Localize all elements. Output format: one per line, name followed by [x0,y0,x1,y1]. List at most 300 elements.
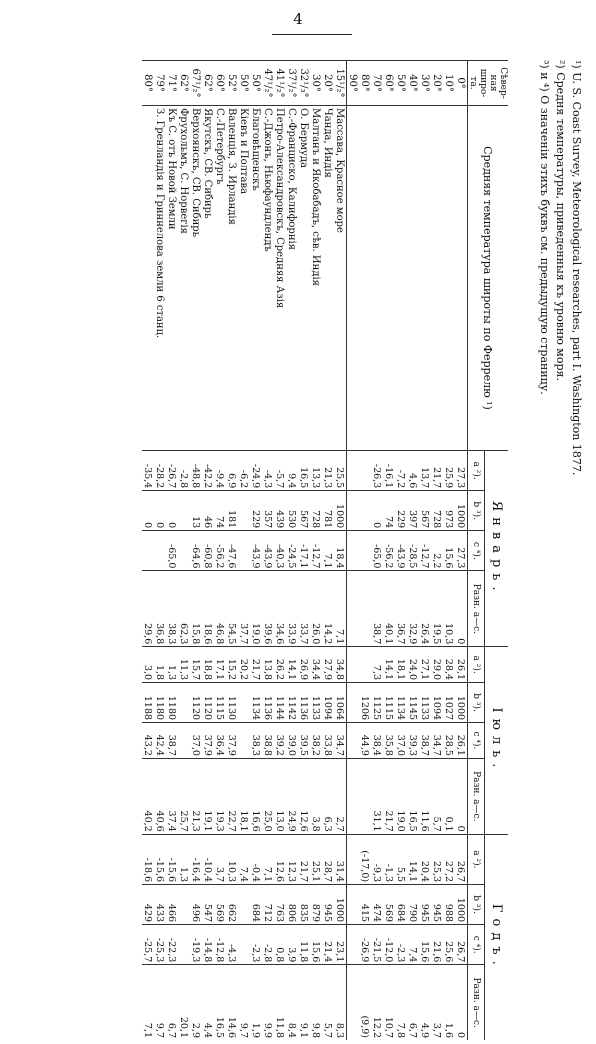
place-cell: Къ С. отъ Новой Земли [166,106,178,451]
jul-value-cell: 25,0 [262,758,274,834]
jan-value-cell: 37,7 [238,571,250,647]
latitude-cell: 47¹/₂° [262,61,274,106]
year-value-cell: -25,7 [142,925,154,965]
table-row [250,61,262,1041]
jul-value-cell: 1,8 [154,647,166,683]
jan-value-cell: 29,6 [142,571,154,647]
latitude-cell: 30° [310,61,322,106]
jan-value-cell [359,571,371,647]
jan-value-cell: -43,9 [262,531,274,571]
jul-value-cell: 1144 [274,683,286,723]
jul-value-cell: 34,8 [334,647,347,683]
jan-value-cell: -65,0 [166,531,178,571]
jul-value-cell: 19,3 [214,758,226,834]
year-value-cell: 12,3 [286,834,298,884]
place-cell: Петро-Александровскъ, Средняя Азія [274,106,286,451]
jan-value-cell: 0 [371,491,383,531]
table-row [347,61,360,1041]
jan-value-cell: 530 [286,491,298,531]
place-cell [142,106,154,451]
header-year: Годъ. [484,834,508,1040]
jan-value-cell: -60,8 [202,531,214,571]
place-cell [371,106,383,451]
year-value-cell: 5,5 [395,834,407,884]
year-value-cell: 547 [202,885,214,925]
table-row [226,61,238,1041]
table-row [166,61,178,1041]
jul-value-cell: 1134 [395,683,407,723]
jan-value-cell: -43,9 [250,531,262,571]
latitude-cell: 20° [322,61,334,106]
subheader-year-2: c ⁴). [468,925,485,965]
jan-value-cell: -56,2 [214,531,226,571]
table-row [419,61,431,1041]
jul-value-cell: 24,9 [286,758,298,834]
jan-value-cell: 357 [262,491,274,531]
jul-value-cell: 42,4 [154,723,166,759]
jan-value-cell [154,531,166,571]
year-value-cell: 8,4 [286,965,298,1040]
table-row [286,61,298,1041]
table-row [178,61,190,1041]
place-cell [443,106,455,451]
year-value-cell: 20,1 [178,965,190,1040]
subheader-jan-2: c ⁴). [468,531,485,571]
table-row [322,61,334,1041]
year-value-cell: 8,3 [334,965,347,1040]
jan-value-cell [359,491,371,531]
jan-value-cell: 16,5 [298,451,310,491]
jan-value-cell: 14,2 [322,571,334,647]
year-value-cell: 15,6 [310,925,322,965]
jan-value-cell: 21,7 [431,451,443,491]
header-july: Іюль. [484,647,508,834]
year-value-cell: 569 [214,885,226,925]
jul-value-cell: 1120 [202,683,214,723]
year-value-cell: 2,9 [190,965,202,1040]
jan-value-cell: -6,2 [238,451,250,491]
jul-value-cell: 25,7 [178,758,190,834]
jul-value-cell: 6,3 [322,758,334,834]
jul-value-cell: 1136 [262,683,274,723]
jul-value-cell [347,683,360,723]
year-value-cell: 415 [359,885,371,925]
jul-value-cell [359,758,371,834]
jan-value-cell: 181 [226,491,238,531]
latitude-cell: 80° [359,61,371,106]
jul-value-cell: 35,8 [383,723,395,759]
year-value-cell: 429 [142,885,154,925]
jan-value-cell: 18,4 [334,531,347,571]
year-value-cell: -1,3 [383,834,395,884]
jul-value-cell: 31,1 [371,758,383,834]
jul-value-cell [178,723,190,759]
rotated-sheet [84,60,584,1040]
year-value-cell: -4,3 [226,925,238,965]
year-value-cell: 14,1 [407,834,419,884]
jul-value-cell: 1206 [359,683,371,723]
place-cell: Чанда, Индія [322,106,334,451]
year-value-cell: 7,4 [238,834,250,884]
year-value-cell: -9,3 [371,834,383,884]
year-value-cell: 21,7 [298,834,310,884]
year-value-cell: -12,0 [383,925,395,965]
year-value-cell [347,925,360,965]
jul-value-cell: 39,0 [286,723,298,759]
top-rule [272,34,352,35]
jul-value-cell: 37,9 [202,723,214,759]
year-value-cell: 7,4 [407,925,419,965]
year-value-cell: 3,7 [431,965,443,1040]
jul-value-cell: 19,0 [395,758,407,834]
jan-value-cell: 1000 [455,491,468,531]
jul-value-cell: 26,1 [455,723,468,759]
place-cell: С.-Петербургъ [214,106,226,451]
jul-value-cell: 1000 [455,683,468,723]
jan-value-cell: 54,5 [226,571,238,647]
jul-value-cell: 34,7 [334,723,347,759]
footnote-3: ³) и ⁴) О значеніи этихъ буквъ см. предыдущую страницу. [538,60,551,395]
jan-value-cell: 10,3 [443,571,455,647]
jul-value-cell: 13,8 [262,647,274,683]
jan-value-cell: -5,7 [274,451,286,491]
table-row [371,61,383,1041]
latitude-cell: 60° [214,61,226,106]
year-value-cell: -21,5 [371,925,383,965]
jan-value-cell: 19,5 [431,571,443,647]
place-cell [419,106,431,451]
year-value-cell: -0,4 [250,834,262,884]
jul-value-cell: 15,7 [190,647,202,683]
jan-value-cell: 15,8 [190,571,202,647]
latitude-cell: 52° [226,61,238,106]
subheader-year-3: Разн. a—c. [468,965,485,1040]
jul-value-cell: 16,5 [407,758,419,834]
year-value-cell: 569 [383,885,395,925]
subheader-jan-0: a ²). [468,451,485,491]
jul-value-cell: 37,0 [190,723,202,759]
year-value-cell: 684 [250,885,262,925]
footnote-2: ²) Средня температуры, приведенныя къ уровню моря. [554,60,567,381]
subheader-year-0: a ²). [468,834,485,884]
year-value-cell [238,925,250,965]
jul-value-cell: 39,5 [298,723,310,759]
jul-value-cell: 38,3 [250,723,262,759]
header-january: Январь. [484,451,508,647]
jul-value-cell: 37,4 [166,758,178,834]
jul-value-cell: 38,7 [166,723,178,759]
jan-value-cell: 397 [407,491,419,531]
jul-value-cell: 12,6 [298,758,310,834]
year-value-cell: 1,3 [178,834,190,884]
year-value-cell: 0 [455,965,468,1040]
jan-value-cell [238,491,250,531]
place-cell: О. Бермуда [298,106,310,451]
jul-value-cell: 1064 [334,683,347,723]
jan-value-cell: 13,3 [310,451,322,491]
jul-value-cell: 27,1 [419,647,431,683]
jan-value-cell: -35,4 [142,451,154,491]
year-value-cell: 6,7 [166,965,178,1040]
year-value-cell: -15,6 [154,834,166,884]
header-latitude: Сѣвер-ная широ-та. [468,61,509,106]
jan-value-cell: 19,0 [250,571,262,647]
jan-value-cell: -9,4 [214,451,226,491]
jan-value-cell: 15,6 [443,531,455,571]
jul-value-cell: 1136 [298,683,310,723]
latitude-cell: 50° [250,61,262,106]
jul-value-cell: 11,6 [419,758,431,834]
jul-value-cell: 1115 [214,683,226,723]
jan-value-cell: -28,2 [154,451,166,491]
year-value-cell: 662 [226,885,238,925]
jan-value-cell: 7,1 [334,571,347,647]
year-value-cell: -12,8 [214,925,226,965]
year-value-cell: 9,8 [310,965,322,1040]
year-value-cell: 11,8 [274,965,286,1040]
jul-value-cell: 26,2 [274,647,286,683]
table-row [443,61,455,1041]
table-row [238,61,250,1041]
jul-value-cell: 1115 [383,683,395,723]
jan-value-cell: 6,9 [226,451,238,491]
subheader-jul-1: b ³). [468,683,485,723]
jan-value-cell: -16,1 [383,451,395,491]
year-value-cell: 1,6 [443,965,455,1040]
year-value-cell: 26,7 [455,834,468,884]
jul-value-cell: 29,0 [431,647,443,683]
jul-value-cell: 21,3 [190,758,202,834]
year-value-cell: 26,7 [455,925,468,965]
jul-value-cell: 1094 [431,683,443,723]
jan-value-cell: 567 [298,491,310,531]
year-value-cell: 7,1 [262,834,274,884]
jul-value-cell: 13,0 [274,758,286,834]
jul-value-cell: 0,1 [443,758,455,834]
jul-value-cell [238,723,250,759]
jan-value-cell: 39,6 [262,571,274,647]
temperature-table [142,60,508,1040]
jan-value-cell: -47,6 [226,531,238,571]
jan-value-cell: -17,1 [298,531,310,571]
place-cell [431,106,443,451]
jan-value-cell: -26,3 [371,451,383,491]
year-value-cell: 1,9 [250,965,262,1040]
year-value-cell: -22,3 [166,925,178,965]
place-cell: С.-Франциско, Калифорнія [286,106,298,451]
jan-value-cell: 33,9 [286,571,298,647]
jan-value-cell: 36,8 [154,571,166,647]
year-value-cell: -2,3 [395,925,407,965]
jul-value-cell: 21,7 [383,758,395,834]
place-cell [383,106,395,451]
jan-value-cell: 13,7 [419,451,431,491]
jul-value-cell [347,758,360,834]
jul-value-cell: 38,4 [371,723,383,759]
jan-value-cell [142,531,154,571]
jul-value-cell [359,647,371,683]
year-value-cell: 945 [431,885,443,925]
jan-value-cell: -64,6 [190,531,202,571]
year-value-cell: -2,3 [250,925,262,965]
table-row [214,61,226,1041]
year-value-cell: -25,3 [154,925,166,965]
place-cell [359,106,371,451]
year-value-cell: 433 [154,885,166,925]
jul-value-cell: 22,7 [226,758,238,834]
jul-value-cell: 1027 [443,683,455,723]
jul-value-cell: 1180 [166,683,178,723]
jul-value-cell: 37,0 [395,723,407,759]
jan-value-cell: 0 [455,571,468,647]
year-value-cell: 879 [310,885,322,925]
jul-value-cell: 20,2 [238,647,250,683]
jan-value-cell: -42,2 [202,451,214,491]
year-value-cell: 945 [322,885,334,925]
jan-value-cell: -65,0 [371,531,383,571]
year-value-cell [238,885,250,925]
year-value-cell: 10,3 [226,834,238,884]
year-value-cell: 12,6 [274,834,286,884]
jan-value-cell: 7,1 [322,531,334,571]
place-cell: Валенція, З. Ирландія [226,106,238,451]
place-cell [395,106,407,451]
jan-value-cell [347,491,360,531]
year-value-cell: 4,4 [202,965,214,1040]
jul-value-cell: 34,4 [310,647,322,683]
jan-value-cell: -40,3 [274,531,286,571]
table-row [274,61,286,1041]
year-value-cell: 0,8 [274,925,286,965]
year-value-cell: 28,7 [322,834,334,884]
jan-value-cell: 728 [431,491,443,531]
latitude-cell: 90° [347,61,360,106]
jul-value-cell: 1120 [190,683,202,723]
jul-value-cell: 37,9 [226,723,238,759]
place-cell: Малтанъ и Якобабадъ, сѣв. Индія [310,106,322,451]
jan-value-cell: -48,8 [190,451,202,491]
year-value-cell: -2,8 [262,925,274,965]
jan-value-cell: 38,7 [371,571,383,647]
year-value-cell: 3,7 [214,834,226,884]
jan-value-cell: 36,7 [395,571,407,647]
year-value-cell: -19,3 [190,925,202,965]
year-value-cell: 25,1 [310,834,322,884]
jan-value-cell: -2,8 [178,451,190,491]
place-cell: Якутскъ, СВ. Сибирь [202,106,214,451]
year-value-cell: 27,2 [443,834,455,884]
jul-value-cell: 38,7 [419,723,431,759]
jul-value-cell: 27,9 [322,647,334,683]
year-value-cell: 9,9 [262,965,274,1040]
latitude-cell: 71° [166,61,178,106]
jan-value-cell: 439 [274,491,286,531]
jan-value-cell: -24,5 [286,531,298,571]
table-row [190,61,202,1041]
jan-value-cell [178,491,190,531]
jan-value-cell: 32,9 [407,571,419,647]
table-row [407,61,419,1041]
latitude-cell: 62° [202,61,214,106]
jan-value-cell: 728 [310,491,322,531]
jul-value-cell: 1188 [142,683,154,723]
jul-value-cell: 1094 [322,683,334,723]
jan-value-cell: 4,6 [407,451,419,491]
year-value-cell: 12,2 [371,965,383,1040]
jul-value-cell: 21,7 [250,647,262,683]
jan-value-cell: -24,9 [250,451,262,491]
jul-value-cell: 28,5 [443,723,455,759]
year-value-cell: 16,5 [214,965,226,1040]
jan-value-cell [347,451,360,491]
jul-value-cell: 1130 [226,683,238,723]
jul-value-cell: 38,2 [310,723,322,759]
jan-value-cell: -43,9 [395,531,407,571]
year-value-cell: 474 [371,885,383,925]
place-cell: Массава, Красное море [334,106,347,451]
year-value-cell: 945 [419,885,431,925]
table-row [142,61,154,1041]
subheader-year-1: b ³). [468,885,485,925]
latitude-cell: 30° [419,61,431,106]
jan-value-cell: -12,7 [310,531,322,571]
jan-value-cell: 0 [142,491,154,531]
jul-value-cell [347,723,360,759]
place-cell: Фрухольмъ, С. Норвегія [178,106,190,451]
table-row [395,61,407,1041]
jul-value-cell: 18,1 [238,758,250,834]
jan-value-cell: 9,4 [286,451,298,491]
year-value-cell: 1000 [334,885,347,925]
latitude-cell: 10° [443,61,455,106]
year-value-cell: -16,4 [190,834,202,884]
year-value-cell: 23,1 [334,925,347,965]
jan-value-cell [347,531,360,571]
year-value-cell: 712 [262,885,274,925]
jan-value-cell: 34,6 [274,571,286,647]
jan-value-cell: 229 [250,491,262,531]
jul-value-cell: 11,3 [178,647,190,683]
page-number: 4 [293,10,303,28]
year-value-cell: -26,9 [359,925,371,965]
latitude-cell: 67¹/₂° [190,61,202,106]
jul-value-cell: 15,2 [226,647,238,683]
jul-value-cell: 1134 [250,683,262,723]
jan-value-cell: 46 [202,491,214,531]
table-row [202,61,214,1041]
jan-value-cell: 781 [322,491,334,531]
latitude-cell: 15¹/₂° [334,61,347,106]
year-value-cell: 4,9 [419,965,431,1040]
jan-value-cell: 0 [166,491,178,531]
year-value-cell: 9,7 [238,965,250,1040]
jul-value-cell: 38,8 [262,723,274,759]
table-row [359,61,371,1041]
jul-value-cell: 39,2 [274,723,286,759]
latitude-cell: 80° [142,61,154,106]
table-row [334,61,347,1041]
place-cell: З. Гренландія и Гриннелова земли 6 станц. [154,106,166,451]
latitude-cell: 79° [154,61,166,106]
table-body [142,61,468,1041]
year-value-cell: 11,8 [298,925,310,965]
year-value-cell: 835 [298,885,310,925]
jul-value-cell: 0 [455,758,468,834]
place-cell [407,106,419,451]
year-value-cell: 466 [166,885,178,925]
jan-value-cell: 0 [154,491,166,531]
jan-value-cell: 27,3 [455,451,468,491]
